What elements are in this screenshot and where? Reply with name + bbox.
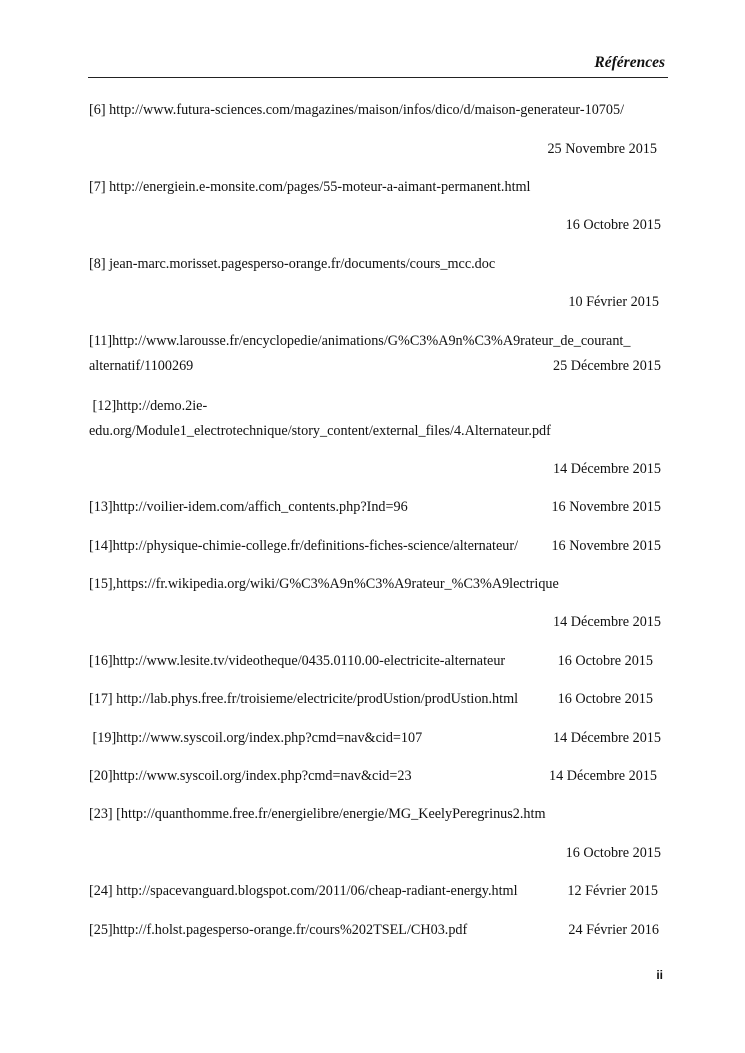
reference-url: [20]http://www.syscoil.org/index.php?cmd=nav&cid=23 — [89, 768, 412, 784]
reference-url: [25]http://f.holst.pagesperso-orange.fr/cours%202TSEL/CH03.pdf — [89, 922, 468, 938]
reference-url: [19]http://www.syscoil.org/index.php?cmd=nav&cid=107 — [89, 730, 423, 746]
reference-date: 16 Octobre 2015 — [557, 691, 653, 707]
reference-url: [12]http://demo.2ie- — [89, 398, 208, 414]
reference-date: 16 Novembre 2015 — [551, 499, 661, 515]
reference-date: 16 Octobre 2015 — [565, 217, 661, 233]
reference-date: 16 Octobre 2015 — [565, 845, 661, 861]
reference-date: 24 Février 2016 — [568, 922, 659, 938]
reference-url-continued: alternatif/1100269 — [89, 358, 194, 374]
reference-date: 14 Décembre 2015 — [553, 730, 661, 746]
reference-date: 16 Novembre 2015 — [551, 538, 661, 554]
page-title: Références — [594, 54, 665, 71]
reference-date: 14 Décembre 2015 — [553, 461, 661, 477]
reference-url: [8] jean-marc.morisset.pagesperso-orange.fr/documents/cours_mcc.doc — [89, 256, 496, 272]
reference-date: 12 Février 2015 — [567, 883, 658, 899]
reference-date: 16 Octobre 2015 — [557, 653, 653, 669]
reference-url: [14]http://physique-chimie-college.fr/definitions-fiches-science/alternateur/ — [89, 538, 519, 554]
reference-url: [11]http://www.larousse.fr/encyclopedie/animations/G%C3%A9n%C3%A9rateur_de_courant_ — [89, 333, 631, 349]
reference-url: [6] http://www.futura-sciences.com/magazines/maison/infos/dico/d/maison-generateur-10705/ — [89, 102, 625, 118]
header-divider — [88, 77, 668, 78]
reference-date: 14 Décembre 2015 — [549, 768, 657, 784]
reference-url: [15],https://fr.wikipedia.org/wiki/G%C3%A9n%C3%A9rateur_%C3%A9lectrique — [89, 576, 559, 592]
reference-url: [24] http://spacevanguard.blogspot.com/2011/06/cheap-radiant-energy.html — [89, 883, 518, 899]
page-number: ii — [656, 968, 663, 982]
reference-date: 10 Février 2015 — [568, 294, 659, 310]
reference-url: [17] http://lab.phys.free.fr/troisieme/electricite/prodUstion/prodUstion.html — [89, 691, 519, 707]
reference-url-continued: edu.org/Module1_electrotechnique/story_content/external_files/4.Alternateur.pdf — [89, 423, 551, 439]
reference-date: 25 Décembre 2015 — [553, 358, 661, 374]
reference-url: [13]http://voilier-idem.com/affich_contents.php?Ind=96 — [89, 499, 408, 515]
reference-date: 25 Novembre 2015 — [547, 141, 657, 157]
reference-url: [23] [http://quanthomme.free.fr/energielibre/energie/MG_KeelyPeregrinus2.htm — [89, 806, 546, 822]
reference-date: 14 Décembre 2015 — [553, 614, 661, 630]
reference-url: [16]http://www.lesite.tv/videotheque/0435.0110.00-electricite-alternateur — [89, 653, 506, 669]
reference-url: [7] http://energiein.e-monsite.com/pages/55-moteur-a-aimant-permanent.html — [89, 179, 531, 195]
